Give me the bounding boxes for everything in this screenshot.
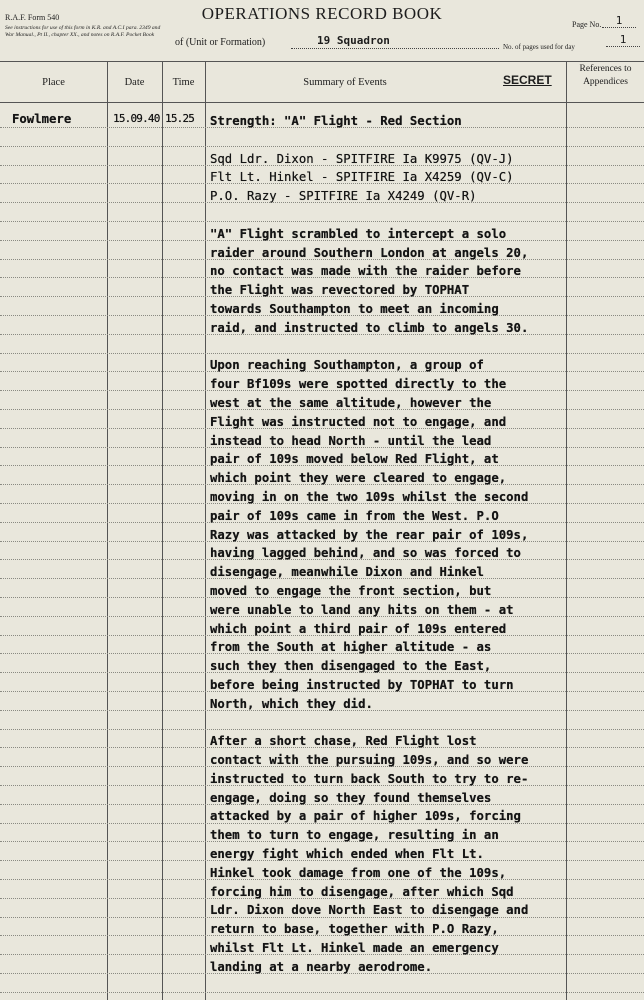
- summary-line: Strength: "A" Flight - Red Section: [210, 114, 462, 128]
- summary-line: [210, 338, 566, 357]
- document-title: OPERATIONS RECORD BOOK: [201, 4, 443, 23]
- summary-line: Razy was attacked by the rear pair of 109s,: [210, 527, 529, 542]
- summary-line: were unable to land any hits on them - at: [210, 602, 514, 617]
- summary-of-events: [210, 112, 566, 977]
- pages-used-value: 1: [606, 33, 640, 47]
- summary-line: which point a third pair of 109s entered: [210, 621, 507, 636]
- summary-line: Sqd Ldr. Dixon - SPITFIRE Ia K9975 (QV-J): [210, 151, 514, 166]
- unit-label: of (Unit or Formation): [175, 37, 266, 48]
- summary-line: four Bf109s were spotted directly to the: [210, 377, 507, 392]
- summary-line: "A" Flight scrambled to intercept a solo: [210, 226, 507, 241]
- form-instructions: See instructions for use of this form in K.R. and A.C.I para. 2349 and War Manual., Pt II., chapter XX., and notes on R.A.F. Pocket Book: [5, 25, 161, 38]
- summary-line: [210, 714, 566, 733]
- summary-line: towards Southampton to meet an incoming: [210, 301, 499, 316]
- summary-line: After a short chase, Red Flight lost: [210, 734, 477, 749]
- summary-line: before being instructed by TOPHAT to turn: [210, 677, 514, 692]
- summary-line: them to turn to engage, resulting in an: [210, 828, 499, 843]
- summary-line: moved to engage the front section, but: [210, 583, 492, 598]
- secret-stamp: SECRET: [503, 73, 552, 87]
- summary-line: whilst Flt Lt. Hinkel made an emergency: [210, 941, 499, 956]
- summary-line: such they then disengaged to the East,: [210, 659, 492, 674]
- form-number: R.A.F. Form 540: [5, 13, 60, 22]
- entry-date: 15.09.40: [113, 112, 160, 125]
- summary-line: pair of 109s moved below Red Flight, at: [210, 452, 499, 467]
- summary-line: return to base, together with P.O Razy,: [210, 922, 499, 937]
- entry-time: 15.25: [165, 112, 195, 125]
- summary-line: attacked by a pair of higher 109s, forcing: [210, 809, 521, 824]
- summary-line: having lagged behind, and so was forced to: [210, 546, 521, 561]
- summary-line: [210, 131, 566, 150]
- pages-used: [503, 33, 627, 51]
- summary-line: from the South at higher altitude - as: [210, 640, 492, 655]
- summary-line: raider around Southern London at angels 20,: [210, 245, 529, 260]
- summary-line: the Flight was revectored by TOPHAT: [210, 283, 470, 298]
- pages-used-label: No. of pages used for day: [503, 43, 575, 51]
- column-header-date: Date: [124, 76, 145, 88]
- page-number-label: Page No.: [572, 20, 602, 29]
- summary-line: P.O. Razy - SPITFIRE Ia X4249 (QV-R): [210, 189, 477, 204]
- column-header-time: Time: [172, 76, 195, 88]
- summary-line: Upon reaching Southampton, a group of: [210, 358, 484, 373]
- summary-line: instead to head North - until the lead: [210, 433, 492, 448]
- column-header-place: Place: [42, 76, 65, 88]
- page-number-value: 1: [602, 14, 636, 28]
- summary-line: Flight was instructed not to engage, and: [210, 414, 507, 429]
- unit-value: 19 Squadron: [291, 34, 499, 49]
- page-number: [572, 14, 623, 29]
- summary-line: Ldr. Dixon dove North East to disengage and: [210, 903, 529, 918]
- summary-line: which point they were cleared to engage,: [210, 471, 507, 486]
- ruled-line: [0, 992, 644, 993]
- summary-line: no contact was made with the raider before: [210, 264, 521, 279]
- summary-line: landing at a nearby aerodrome.: [210, 959, 433, 974]
- header-bottom-rule: [0, 102, 644, 103]
- entry-place: Fowlmere: [12, 112, 72, 126]
- unit-row: [175, 34, 390, 48]
- summary-line: disengage, meanwhile Dixon and Hinkel: [210, 565, 484, 580]
- summary-line: energy fight which ended when Flt Lt.: [210, 847, 484, 862]
- summary-line: contact with the pursuing 109s, and so were: [210, 753, 529, 768]
- summary-line: forcing him to disengage, after which Sqd: [210, 884, 514, 899]
- summary-line: instructed to turn back South to try to re-: [210, 771, 529, 786]
- summary-line: engage, doing so they found themselves: [210, 790, 492, 805]
- summary-line: pair of 109s came in from the West. P.O: [210, 508, 499, 523]
- summary-line: North, which they did.: [210, 696, 373, 711]
- column-header-summary: Summary of Events: [303, 76, 387, 88]
- column-header-references: References to Appendices: [579, 64, 632, 87]
- summary-line: west at the same altitude, however the: [210, 395, 492, 410]
- summary-line: Hinkel took damage from one of the 109s,: [210, 865, 507, 880]
- summary-line: [210, 206, 566, 225]
- summary-line: Flt Lt. Hinkel - SPITFIRE Ia X4259 (QV-C): [210, 170, 514, 185]
- summary-line: moving in on the two 109s whilst the second: [210, 489, 529, 504]
- summary-line: raid, and instructed to climb to angels 30.: [210, 320, 529, 335]
